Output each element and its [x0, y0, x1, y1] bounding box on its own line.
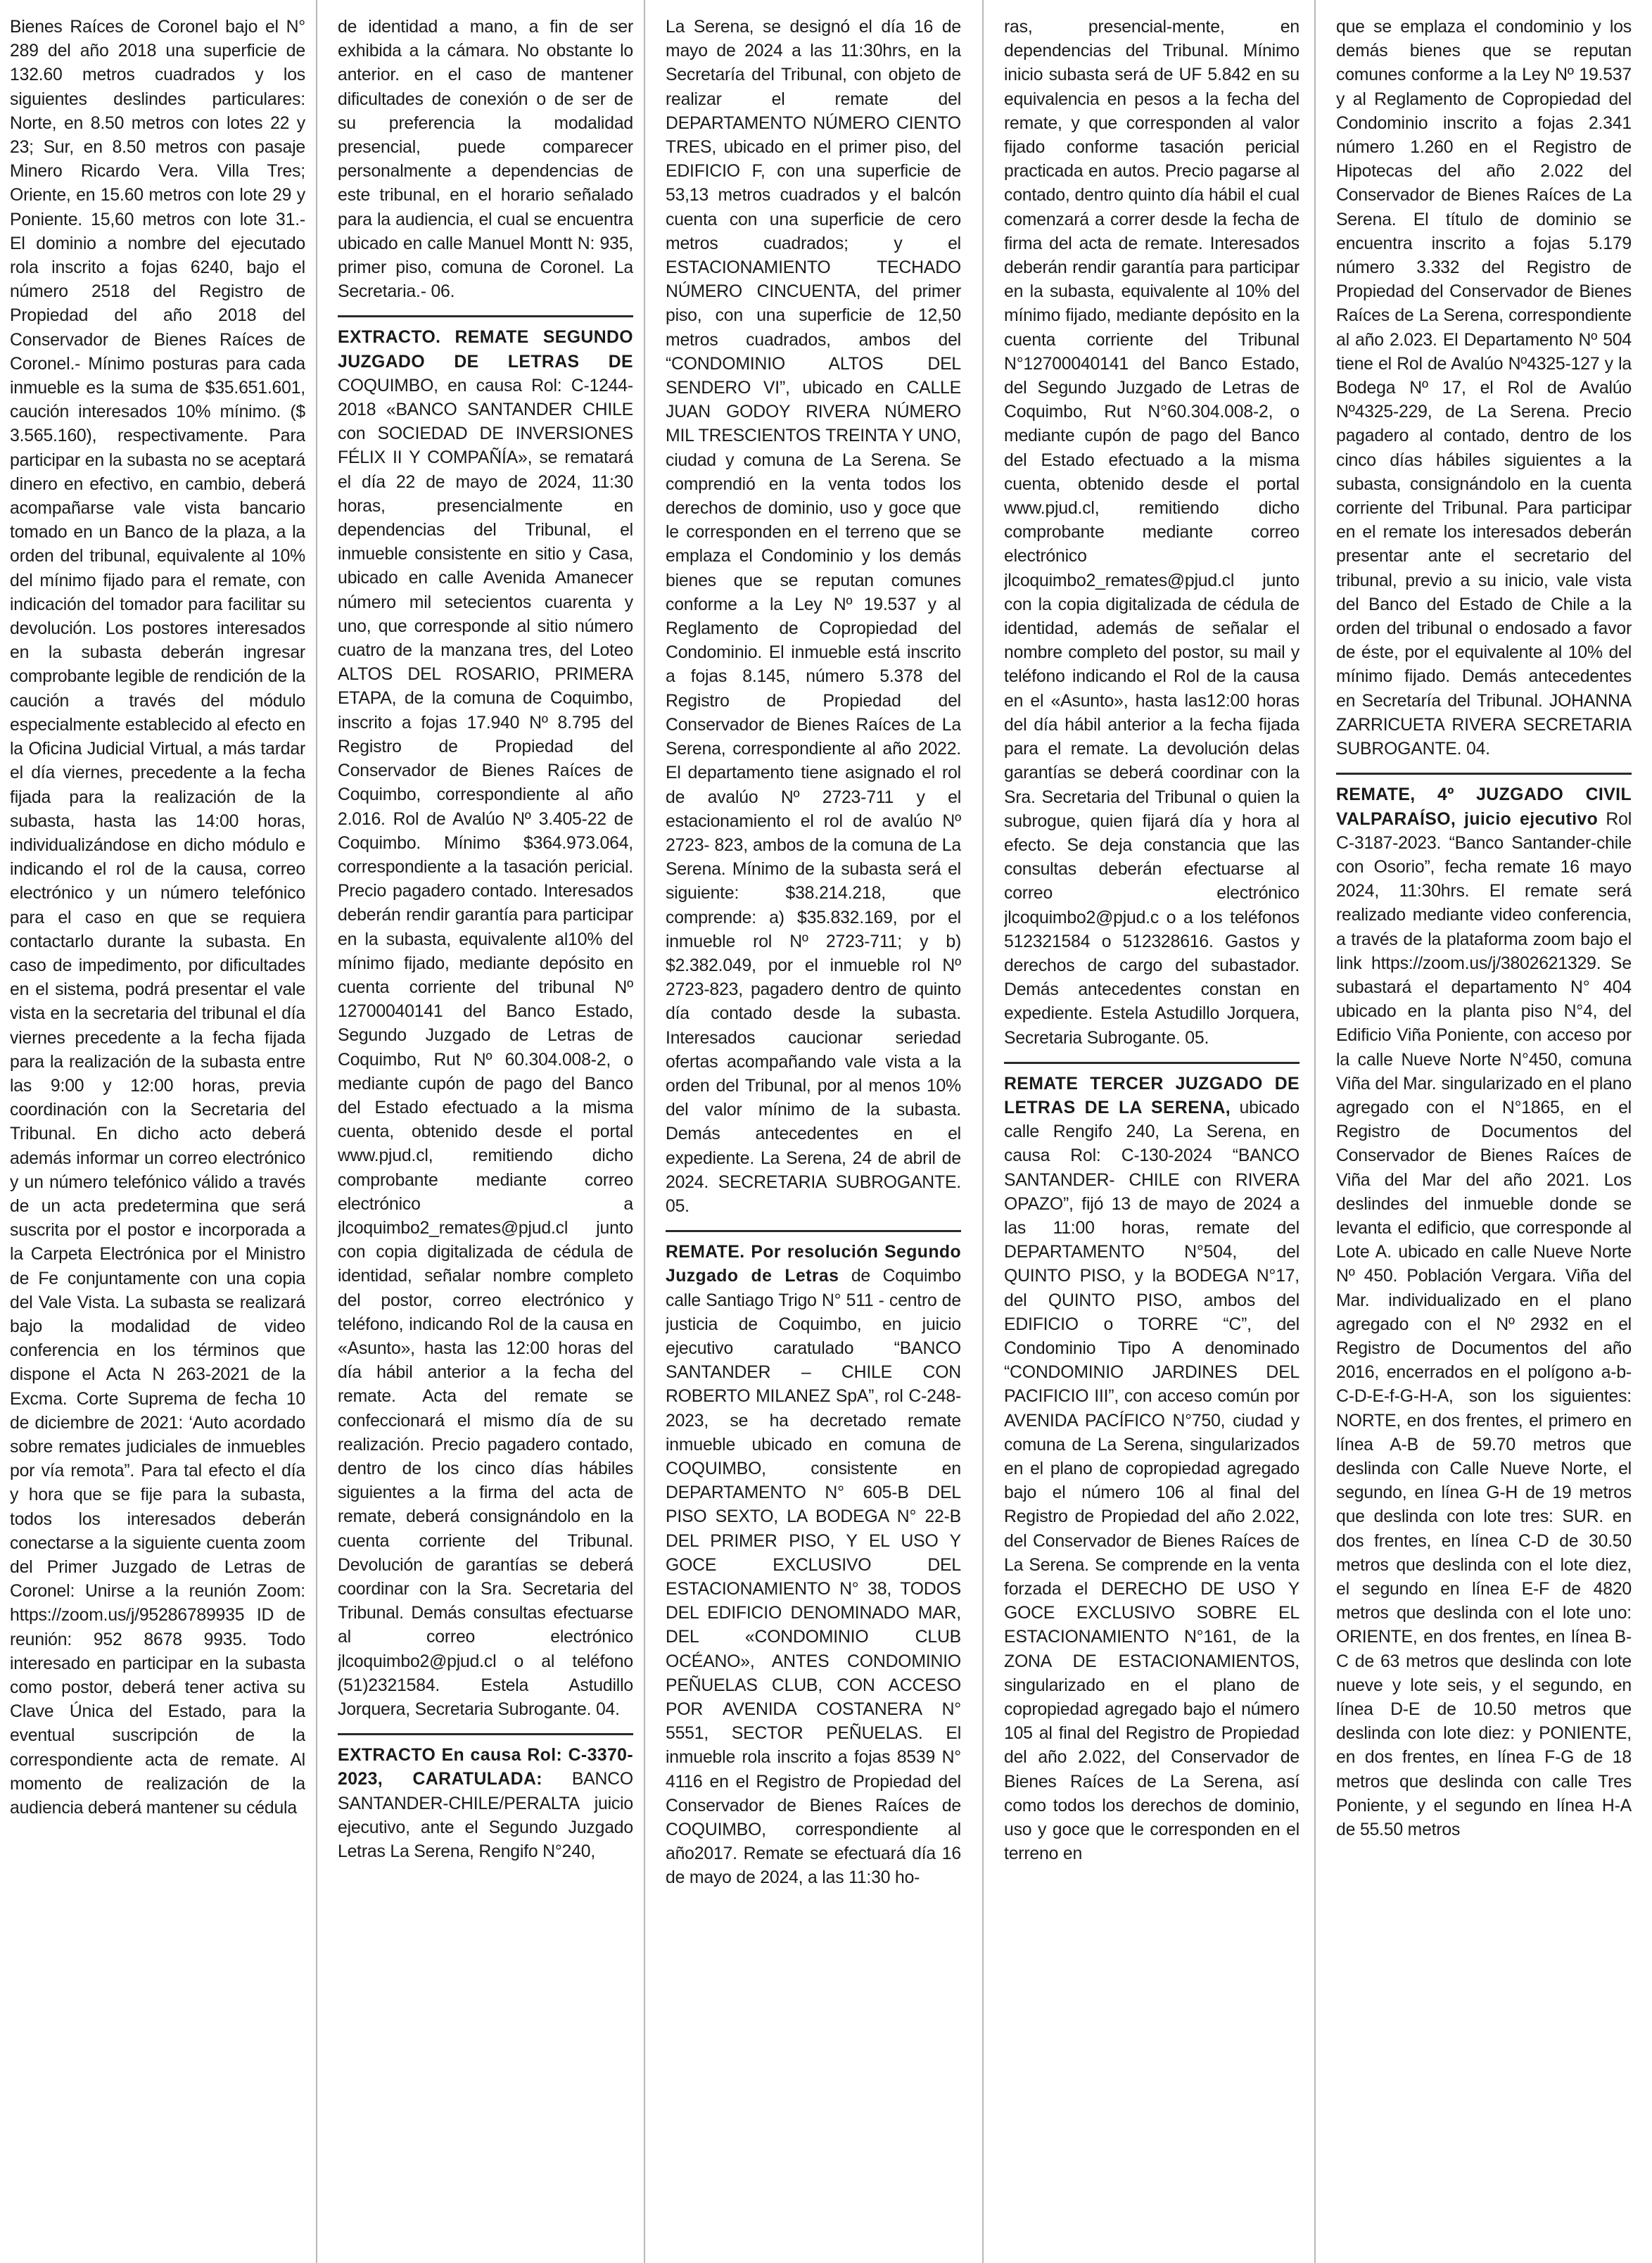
column-5: [1336, 15, 1632, 2260]
notice: [338, 326, 633, 1722]
notice-text: La Serena, se designó el día 16 de mayo de 2024 a las 11:30hrs, en la Secretaría del Tribunal, con objeto de realizar el remate del DEPARTAMENTO NÚMERO CIENTO TRES, ubicado en el primer piso, del EDIFICIO F, con una superficie de 53,13 metros cuadrados y el balcón cuenta con una superficie de cero metros cuadrados; y el ESTACIONAMIENTO TECHADO NÚMERO CINCUENTA, del primer piso, con una superficie de 12,50 metros cuadrados, ambos del “CONDOMINIO ALTOS DEL SENDERO VI”, ubicado en CALLE JUAN GODOY RIVERA NÚMERO MIL TRESCIENTOS TREINTA Y UNO, ciudad y comuna de La Serena. Se comprendió en la venta todos los derechos de dominio, uso y goce que le corresponden en el terreno que se emplaza el Condominio y los demás bienes que se reputan comunes conforme a la Ley Nº 19.537 y al Reglamento de Copropiedad del Condominio. El inmueble está inscrito a fojas 8.145, número 5.378 del Registro de Propiedad del Conservador de Bienes Raíces de La Serena, correspondiente al año 2022. El departamento tiene asignado el rol de avalúo Nº 2723-711 y el estacionamiento el rol de avalúo Nº 2723- 823, ambos de la comuna de La Serena. Mínimo de la subasta será el siguiente: $38.214.218, que comprende: a) $35.832.169, por el inmueble rol Nº 2723-711; y b) $2.382.049, por el inmueble rol Nº 2723-823, pagadero dentro de quinto día contado desde la subasta. Interesados caucionar seriedad ofertas acompañando vale vista a la orden del Tribunal, por al menos 10% del valor mínimo de la subasta. Demás antecedentes en el expediente. La Serena, 24 de abril de 2024. SECRETARIA SUBROGANTE. 05.: [666, 18, 961, 1216]
notice-text: de Coquimbo calle Santiago Trigo N° 511 - centro de justicia de Coquimbo, en juicio ejecutivo caratulado “BANCO SANTANDER – CHILE CON ROBERTO MILANEZ SpA”, rol C-248-2023, se ha decretado remate inmueble ubicado en comuna de COQUIMBO, consistente en DEPARTAMENTO N° 605-B DEL PISO SEXTO, LA BODEGA N° 22-B DEL PRIMER PISO, Y EL USO Y GOCE EXCLUSIVO DEL ESTACIONAMIENTO N° 38, TODOS DEL EDIFICIO DENOMINADO MAR, DEL «CONDOMINIO CLUB OCÉANO», ANTES CONDOMINIO PEÑUELAS CLUB, CON ACCESO POR AVENIDA COSTANERA N° 5551, SECTOR PEÑUELAS. El inmueble rola inscrito a fojas 8539 N° 4116 en el Registro de Propiedad del Conservador de Bienes Raíces de COQUIMBO, correspondiente al año2017. Remate se efectuará día 16 de mayo de 2024, a las 11:30 ho-: [666, 1267, 961, 1888]
notice-text: Rol C-3187-2023. “Banco Santander-chile con Osorio”, fecha remate 16 mayo 2024, 11:30hrs. El remate será realizado mediante video conferencia, a través de la plataforma zoom bajo el link https://zoom.us/j/3802621329. Se subastará el departamento N° 404 ubicado en la planta piso N°4, del Edificio Viña Poniente, con acceso por la calle Nueve Norte N°450, comuna Viña del Mar. singularizado en el plano agregado con el N°1865, en el Registro de Documentos del Conservador de Bienes Raíces de Viña del Mar del año 2021. Los deslindes del inmueble donde se levanta el edificio, que corresponde al Lote A. ubicado en calle Nueve Norte Nº 450. Población Vergara. Viña del Mar. individualizado en el plano agregado con el Nº 2932 en el Registro de Documentos del año 2016, encerrados en el polígono a-b-C-D-E-f-G-H-A, son los siguientes: NORTE, en dos frentes, el primero en línea A-B de 59.70 metros que deslinda con Calle Nueve Norte, el segundo, en línea G-H de 19 metros que deslinda con lote tres: SUR. en dos frentes, en línea C-D de 30.50 metros que deslinda con el lote diez, el segundo en línea E-F de 4820 metros que deslinda con el lote uno: ORIENTE, en dos frentes, en línea B- C de 63 metros que deslinda con lote nueve y lote seis, y el segundo, en línea D-E de 10.50 metros que deslinda con lote diez: y PONIENTE, en dos frentes, en línea F-G de 18 metros que deslinda con calle Tres Poniente, y el segundo en línea H-A de 55.50 metros: [1336, 809, 1632, 1840]
column-divider: [316, 0, 317, 2263]
notice: [338, 1744, 633, 1864]
column-1: [10, 15, 305, 2260]
notice-text: ubicado calle Rengifo 240, La Serena, en causa Rol: C-130-2024 “BANCO SANTANDER- CHILE con RIVERA OPAZO”, fijó 13 de mayo de 2024 a las 11:00 horas, remate del DEPARTAMENTO N°504, del QUINTO PISO, y la BODEGA N°17, del QUINTO PISO, ambos del EDIFICIO o TORRE “C”, del Condominio Tipo A denominado “CONDOMINIO JARDINES DEL PACIFICIO III”, con acceso común por AVENIDA PACÍFICO N°750, ciudad y comuna de La Serena, singularizados en el plano de copropiedad agregado bajo el número 106 al final del Registro de Propiedad del año 2.022, del Conservador de Bienes Raíces de La Serena. Se comprende en la venta forzada el DERECHO DE USO Y GOCE EXCLUSIVO SOBRE EL ESTACIONAMIENTO N°161, de la ZONA DE ESTACIONAMIENTOS, singularizado en el plano de copropiedad agregado bajo el número 105 al final del Registro de Propiedad del año 2.022, del Conservador de Bienes Raíces de La Serena, así como todos los derechos de dominio, uso y goce que le corresponden en el terreno en: [1004, 1098, 1300, 1864]
notice: [666, 1241, 961, 1890]
notice-separator: [666, 1230, 961, 1232]
column-2: [338, 15, 633, 2260]
notice-heading: REMATE TERCER JUZGADO DE LETRAS DE LA SERENA,: [1004, 1074, 1300, 1117]
notice-separator: [1336, 773, 1632, 775]
notice-text: de identidad a mano, a fin de ser exhibida a la cámara. No obstante lo anterior. en el caso de mantener dificultades de conexión o de ser de su preferencia la modalidad presencial, puede comparecer personalmente a dependencias de este tribunal, en el horario señalado para la audiencia, el cual se encuentra ubicado en calle Manuel Montt N: 935, primer piso, comuna de Coronel. La Secretaria.- 06.: [338, 18, 633, 302]
notice-heading: REMATE. Por resolución Segundo Juzgado de Letras: [666, 1243, 961, 1286]
notice-separator: [338, 1733, 633, 1735]
notice-text: ras, presencial-mente, en dependencias del Tribunal. Mínimo inicio subasta será de UF 5.842 en su equivalencia en pesos a la fecha del remate, y que corresponden al valor fijado conforme tasación pericial practicada en autos. Precio pagarse al contado, dentro quinto día hábil el cual comenzará a correr desde la fecha de firma del acta de remate. Interesados deberán rendir garantía para participar en la subasta, equivalente al 10% del mínimo fijado, mediante depósito en la cuenta corriente del Tribunal N°12700040141 del Banco Estado, del Segundo Juzgado de Letras de Coquimbo, Rut N°60.304.008-2, o mediante cupón de pago del Banco del Estado efectuado a la misma cuenta, obtenido desde el portal www.pjud.cl, remitiendo dicho comprobante mediante correo electrónico jlcoquimbo2_remates@pjud.cl junto con la copia digitalizada de cédula de identidad, además de señalar el nombre completo del postor, su mail y teléfono indicando el Rol de la causa en el «Asunto», hasta las12:00 horas del día hábil anterior a la fecha fijada para el remate. La devolución delas garantías se deberá coordinar con la Sra. Secretaria del Tribunal o quien la subrogue, quien fijará día y hora al efecto. Se deja constancia que las consultas deberán efectuarse al correo electrónico jlcoquimbo2@pjud.c o a los teléfonos 512321584 o 512328616. Gastos y derechos de cargo del subastador. Demás antecedentes constan en expediente. Estela Astudillo Jorquera, Secretaria Subrogante. 05.: [1004, 18, 1300, 1048]
column-divider: [644, 0, 645, 2263]
notice-heading: REMATE, 4º JUZGADO CIVIL VALPARAÍSO, juicio ejecutivo: [1336, 785, 1632, 829]
notice-heading: EXTRACTO. REMATE SEGUNDO JUZGADO DE LETRAS DE: [338, 328, 633, 372]
column-divider: [982, 0, 984, 2263]
notice-separator: [338, 315, 633, 317]
notice-text: Bienes Raíces de Coronel bajo el N° 289 del año 2018 una superficie de 132.60 metros cuadrados y los siguientes deslindes particulares: Norte, en 8.50 metros con lotes 22 y 23; Sur, en 8.50 metros con pasaje Minero Ricardo Vera. Villa Tres; Oriente, en 15.60 metros con lote 29 y Poniente. 15,60 metros con lote 31.- El dominio a nombre del ejecutado rola inscrito a fojas 6240, bajo el número 2518 del Registro de Propiedad del año 2018 del Conservador de Bienes Raíces de Coronel.- Mínimo posturas para cada inmueble es la suma de $35.651.601, caución interesados 10% mínimo. ($ 3.565.160), respectivamente. Para participar en la subasta no se aceptará dinero en efectivo, en cambio, deberá acompañarse vale vista bancario tomado en un Banco de la plaza, a la orden del tribunal, equivalente al 10% del mínimo fijado para el remate, con indicación del tomador para facilitar su devolución. Los postores interesados en la subasta deberán ingresar comprobante legible de rendición de la caución a través del módulo especialmente establecido al efecto en la Oficina Judicial Virtual, a más tardar el día viernes, precedente a la fecha fijada para la realización de la subasta, hasta las 14:00 horas, individualizándose en dicho módulo e indicando el rol de la causa, correo electrónico y un número telefónico para el caso en que se requiera contactarlo durante la subasta. En caso de impedimento, por dificultades en el sistema, podrá presentar el vale vista en la secretaria del tribunal el día viernes precedente a la fecha fijada para la realización de la subasta entre las 9:00 y 12:00 horas, previa coordinación con la Secretaria del Tribunal. En dicho acto deberá además informar un correo electrónico y un número telefónico válido a través de un acta predetermina que será suscrita por el postor e incorporada a la Carpeta Electrónica por el Ministro de Fe conjuntamente con una copia del Vale Vista. La subasta se realizará bajo la modalidad de video conferencia en los términos que dispone el Acta N 263-2021 de la Excma. Corte Suprema de fecha 10 de diciembre de 2021: ‘Auto acordado sobre remates judiciales de inmuebles por vía remota”. Para tal efecto el día y hora que se fije para la subasta, todos los interesados deberán conectarse a la siguiente cuenta zoom del Primer Juzgado de Letras de Coronel: Unirse a la reunión Zoom: https://zoom.us/j/95286789935 ID de reunión: 952 8678 9935. Todo interesado en participar en la subasta como postor, deberá tener activa su Clave Única del Estado, para la eventual suscripción de la correspondiente acta de remate. Al momento de realización de la audiencia deberá mantener su cédula: [10, 18, 305, 1818]
notice-text: COQUIMBO, en causa Rol: C-1244-2018 «BANCO SANTANDER CHILE con SOCIEDAD DE INVERSIONES FÉLIX II Y COMPAÑÍA», se rematará el día 22 de mayo de 2024, 11:30 horas, presencialmente en dependencias del Tribunal, el inmueble consistente en sitio y Casa, ubicado en calle Avenida Amanecer número mil setecientos cuarenta y uno, que corresponde al sitio número cuatro de la manzana tres, del Loteo ALTOS DEL ROSARIO, PRIMERA ETAPA, de la comuna de Coquimbo, inscrito a fojas 17.940 Nº 8.795 del Registro de Propiedad del Conservador de Bienes Raíces de Coquimbo, correspondiente al año 2.016. Rol de Avalúo Nº 3.405-22 de Coquimbo. Mínimo $364.973.064, correspondiente a la tasación pericial. Precio pagadero contado. Interesados deberán rendir garantía para participar en la subasta, equivalente al10% del mínimo fijado, mediante depósito en cuenta corriente del tribunal Nº 12700040141 del Banco Estado, Segundo Juzgado de Letras de Coquimbo, Rut Nº 60.304.008-2, o mediante cupón de pago del Banco del Estado efectuado a la misma cuenta, obtenido desde el portal www.pjud.cl, remitiendo dicho comprobante mediante correo electrónico a jlcoquimbo2_remates@pjud.cl junto con copia digitalizada de cédula de identidad, señalar nombre completo del postor, correo electrónico y teléfono, indicando Rol de la causa en «Asunto», hasta las 12:00 horas del día hábil anterior a la fecha del remate. Acta del remate se confeccionará el mismo día de su realización. Precio pagadero contado, dentro de los cinco días hábiles siguientes a la firma del acta de remate, deberá consignándolo en la cuenta corriente del Tribunal. Devolución de garantías se deberá coordinar con la Sra. Secretaria del Tribunal. Demás consultas efectuarse al correo electrónico jlcoquimbo2@pjud.cl o al teléfono (51)2321584. Estela Astudillo Jorquera, Secretaria Subrogante. 04.: [338, 376, 633, 1720]
column-3: [666, 15, 961, 2260]
column-divider: [1314, 0, 1316, 2263]
notice-text: que se emplaza el condominio y los demás bienes que se reputan comunes conforme a la Ley Nº 19.537 y al Reglamento de Copropiedad del Condominio inscrito a fojas 2.341 número 1.260 en el Registro de Hipotecas del año 2.022 del Conservador de Bienes Raíces de La Serena. El título de dominio se encuentra inscrito a fojas 5.179 número 3.332 del Registro de Propiedad del Conservador de Bienes Raíces de La Serena, correspondiente al año 2.023. El Departamento Nº 504 tiene el Rol de Avalúo Nº4325-127 y la Bodega Nº 17, el Rol de Avalúo Nº4325-229, de La Serena. Precio pagadero al contado, dentro de los cinco días hábiles siguientes a la subasta, consignándolo en la cuenta corriente del Tribunal. Para participar en el remate los interesados deberán presentar ante el secretario del tribunal, previo a su inicio, vale vista del Banco del Estado de Chile a la orden del tribunal o endosado a favor de éste, por el equivalente al 10% del mínimo fijado. Demás antecedentes en Secretaría del Tribunal. JOHANNA ZARRICUETA RIVERA SECRETARIA SUBROGANTE. 04.: [1336, 18, 1632, 759]
notice-separator: [1004, 1062, 1300, 1064]
notice-text: BANCO SANTANDER-CHILE/PERALTA juicio ejecutivo, ante el Segundo Juzgado Letras La Serena, Rengifo N°240,: [338, 1770, 633, 1862]
column-4: [1004, 15, 1300, 2260]
notice-heading: EXTRACTO En causa Rol: C-3370-2023, CARATULADA:: [338, 1746, 633, 1789]
notice: [1004, 1072, 1300, 1867]
notice: [1336, 783, 1632, 1842]
